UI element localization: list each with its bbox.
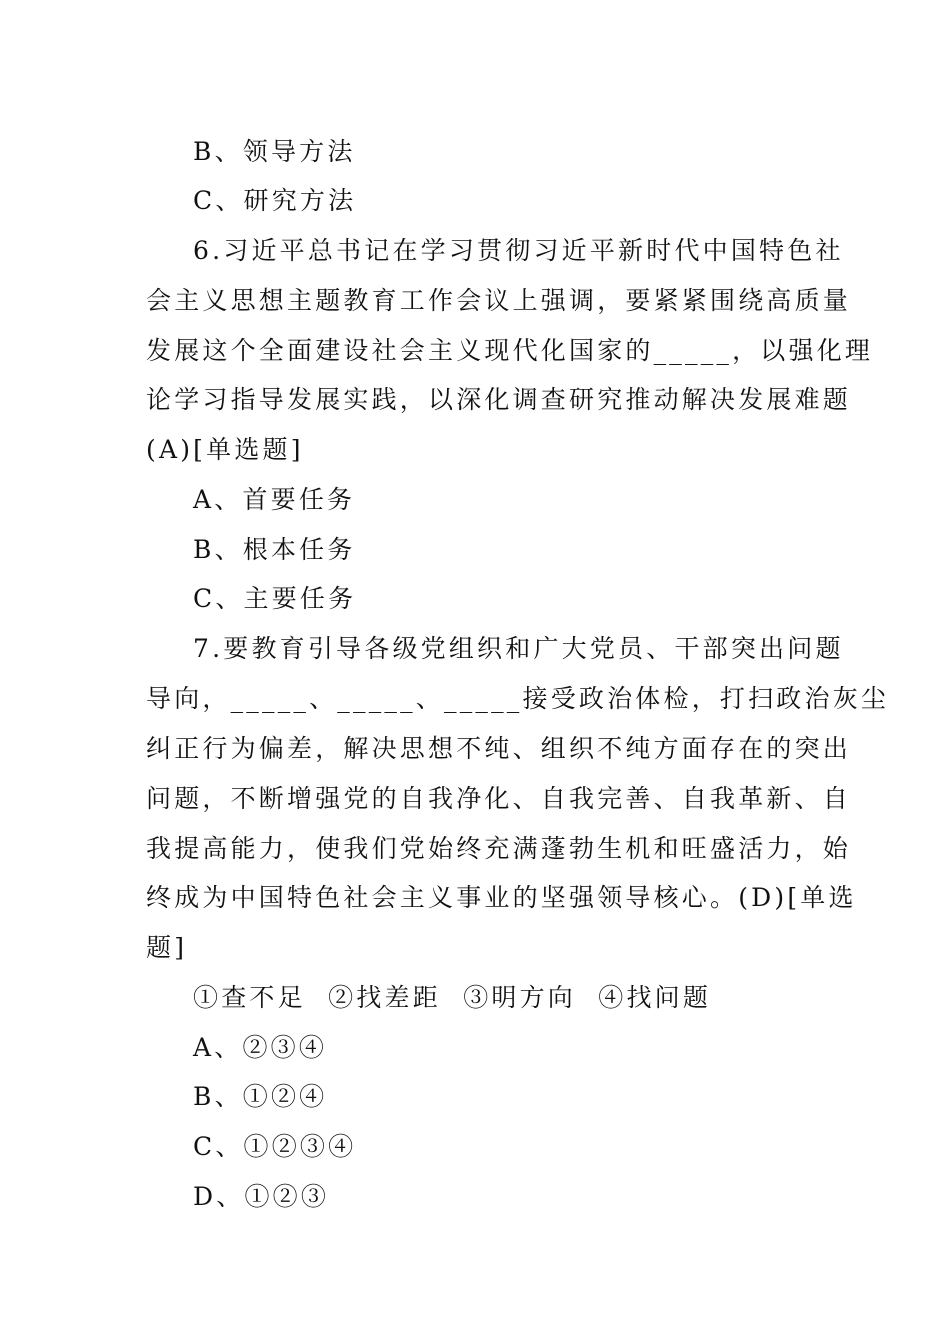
question7-line-7: 题] (146, 933, 188, 962)
question6-line-4: 论学习指导发展实践，以深化调查研究推动解决发展难题 (146, 385, 852, 414)
question7-option-b: B、①②④ (193, 1082, 328, 1111)
question7-line-2: 导向，_____、_____、_____接受政治体检，打扫政治灰尘 (146, 684, 890, 713)
question6-option-c: C、主要任务 (193, 584, 357, 613)
question7-line-4: 问题，不断增强党的自我净化、自我完善、自我革新、自 (146, 784, 852, 813)
question6-line-1: 6.习近平总书记在学习贯彻习近平新时代中国特色社 (193, 236, 844, 265)
question7-items: ①查不足 ②找差距 ③明方向 ④找问题 (193, 983, 712, 1012)
question7-option-a: A、②③④ (193, 1033, 328, 1062)
question6-option-b: B、根本任务 (193, 535, 356, 564)
question7-line-5: 我提高能力，使我们党始终充满蓬勃生机和旺盛活力，始 (146, 834, 852, 863)
question7-option-d: D、①②③ (193, 1182, 330, 1211)
question6-option-a: A、首要任务 (193, 485, 356, 514)
question7-line-6: 终成为中国特色社会主义事业的坚强领导核心。(D)[单选 (146, 883, 857, 912)
question7-option-c: C、①②③④ (193, 1132, 357, 1161)
question6-line-5: (A)[单选题] (146, 435, 304, 464)
question7-line-1: 7.要教育引导各级党组织和广大党员、干部突出问题 (193, 634, 844, 663)
question7-line-3: 纠正行为偏差，解决思想不纯、组织不纯方面存在的突出 (146, 734, 852, 763)
option-prev-c: C、研究方法 (193, 186, 357, 215)
question6-line-3: 发展这个全面建设社会主义现代化国家的_____，以强化理 (146, 336, 874, 365)
option-prev-b: B、领导方法 (193, 137, 356, 166)
question6-line-2: 会主义思想主题教育工作会议上强调，要紧紧围绕高质量 (146, 286, 852, 315)
